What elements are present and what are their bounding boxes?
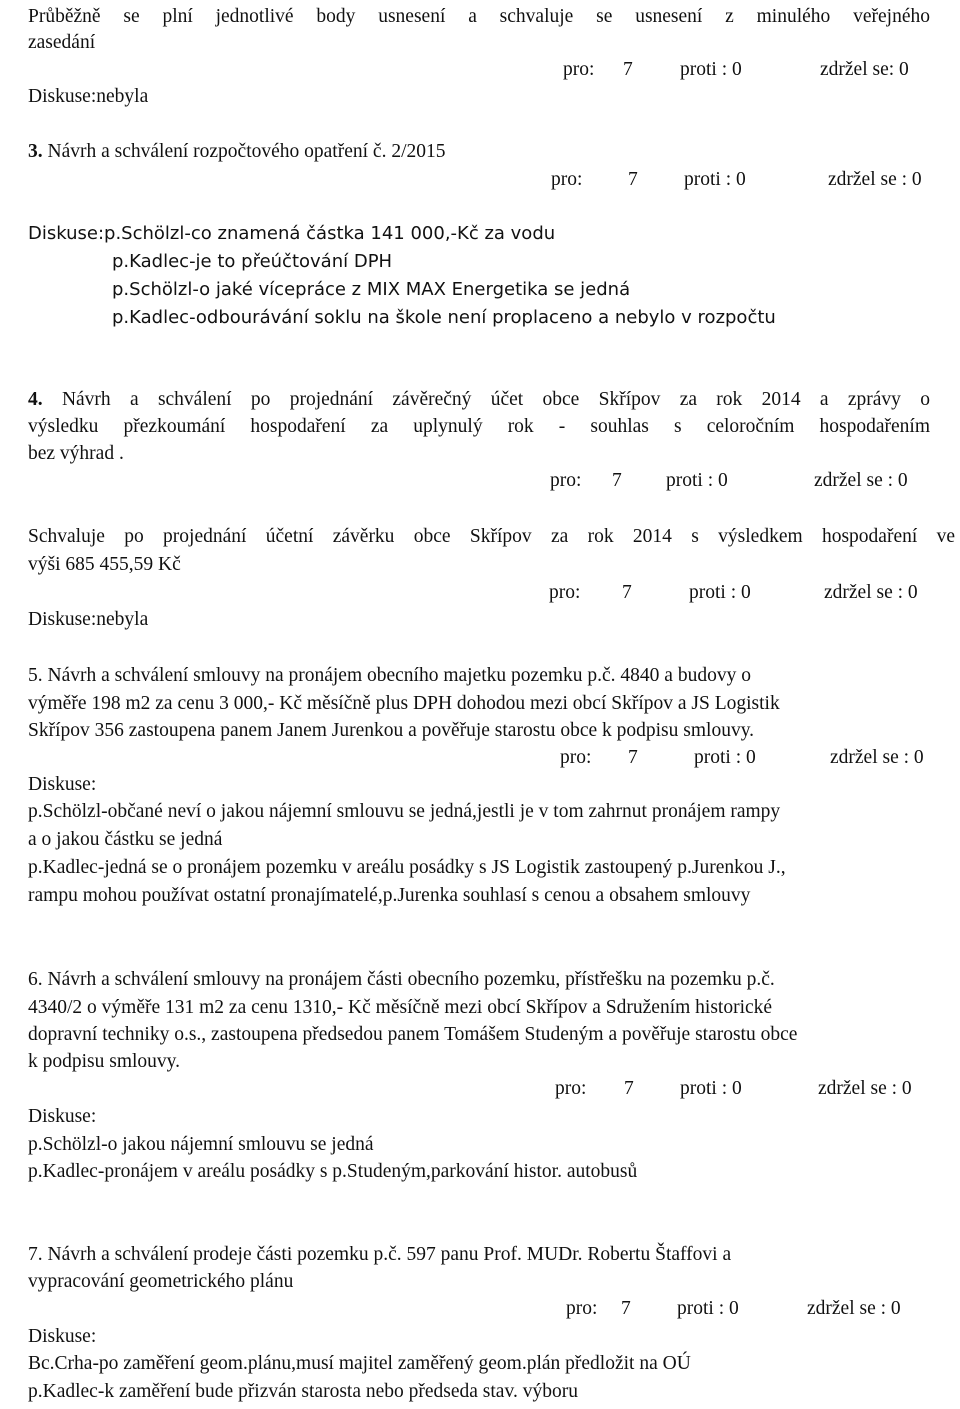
- item4-resolution-1: Schvaluje po projednání účetní závěrku obce Skřípov za rok 2014 s výsledkem hospodaření ve: [28, 526, 955, 547]
- vote-proti: proti : 0: [666, 470, 728, 491]
- item6-diskuse: Diskuse:: [28, 1106, 97, 1127]
- vote-proti: proti : 0: [677, 1298, 739, 1319]
- vote-pro-label: pro:: [563, 59, 595, 80]
- item4-line-1: [28, 388, 930, 412]
- item3-number: 3.: [28, 141, 43, 162]
- item5-discussion-line: rampu mohou používat ostatní pronajímatelé,p.Jurenka souhlasí s cenou a obsahem smlouvy: [28, 885, 751, 906]
- item5-line-1: 5. Návrh a schválení smlouvy na pronájem obecního majetku pozemku p.č. 4840 a budovy o: [28, 665, 751, 686]
- item4-diskuse: Diskuse:nebyla: [28, 609, 149, 630]
- item5-discussion-line: a o jakou částku se jedná: [28, 829, 223, 850]
- item7-line-1: 7. Návrh a schválení prodeje části pozemku p.č. 597 panu Prof. MUDr. Robertu Štaffovi a: [28, 1244, 732, 1265]
- item3-title: Návrh a schválení rozpočtového opatření č. 2/2015: [47, 141, 446, 162]
- intro-line-1: Průběžně se plní jednotlivé body usnesení a schvaluje se usnesení z minulého veřejného: [28, 6, 930, 27]
- item6-line-3: dopravní techniky o.s., zastoupena předsedou panem Tomášem Studeným a pověřuje starostu obce: [28, 1024, 798, 1045]
- item3-discussion-line: p.Kadlec-odbourávání soklu na škole není proplaceno a nebylo v rozpočtu: [112, 307, 776, 328]
- item7-diskuse: Diskuse:: [28, 1326, 97, 1347]
- item3-discussion-line: p.Kadlec-je to přeúčtování DPH: [112, 251, 393, 272]
- item5-discussion-line: p.Kadlec-jedná se o pronájem pozemku v areálu posádky s JS Logistik zastoupený p.Jurenkou J.,: [28, 857, 786, 878]
- item6-line-1: 6. Návrh a schválení smlouvy na pronájem části obecního pozemku, přístřešku na pozemku p.č.: [28, 969, 775, 990]
- item6-line-4: k podpisu smlouvy.: [28, 1051, 181, 1072]
- item5-diskuse: Diskuse:: [28, 774, 97, 795]
- item7-discussion-line: Bc.Crha-po zaměření geom.plánu,musí majitel zaměřený geom.plán předložit na OÚ: [28, 1353, 691, 1374]
- item6-discussion-line: p.Kadlec-pronájem v areálu posádky s p.Studeným,parkování histor. autobusů: [28, 1161, 638, 1182]
- item3-heading: [28, 140, 446, 164]
- item5-line-3: Skřípov 356 zastoupena panem Janem Jurenkou a pověřuje starostu obce k podpisu smlouvy.: [28, 720, 755, 741]
- vote-proti: proti : 0: [689, 582, 751, 603]
- item3-discussion-line: p.Schölzl-o jaké vícepráce z MIX MAX Energetika se jedná: [112, 279, 631, 300]
- item5-line-2: výměře 198 m2 za cenu 3 000,- Kč měsíčně plus DPH dohodou mezi obcí Skřípov a JS Logistik: [28, 693, 780, 714]
- vote-zdrzel: zdržel se : 0: [807, 1298, 901, 1319]
- vote-pro-label: pro:: [551, 169, 583, 190]
- vote-zdrzel: zdržel se : 0: [830, 747, 924, 768]
- item4-title-1: Návrh a schválení po projednání závěrečný účet obce Skřípov za rok 2014 a zprávy o: [61, 389, 930, 410]
- vote-proti: proti : 0: [694, 747, 756, 768]
- vote-proti: proti : 0: [684, 169, 746, 190]
- item4-line-3: bez výhrad .: [28, 443, 124, 464]
- vote-pro-label: pro:: [549, 582, 581, 603]
- item4-number: 4.: [28, 389, 43, 410]
- intro-line-2: zasedání: [28, 32, 96, 53]
- vote-zdrzel: zdržel se : 0: [828, 169, 922, 190]
- intro-diskuse: Diskuse:nebyla: [28, 86, 149, 107]
- vote-pro-label: pro:: [555, 1078, 587, 1099]
- item6-line-2: 4340/2 o výměře 131 m2 za cenu 1310,- Kč měsíčně mezi obcí Skřípov a Sdružením historické: [28, 997, 773, 1018]
- item5-discussion-line: p.Schölzl-občané neví o jakou nájemní smlouvu se jedná,jestli je v tom zahrnut pronájem rampy: [28, 801, 781, 822]
- vote-zdrzel: zdržel se: 0: [820, 59, 909, 80]
- vote-pro-value: 7: [624, 1078, 634, 1099]
- vote-proti: proti : 0: [680, 59, 742, 80]
- vote-pro-value: 7: [621, 1298, 631, 1319]
- vote-pro-value: 7: [628, 747, 638, 768]
- vote-zdrzel: zdržel se : 0: [824, 582, 918, 603]
- item7-line-2: vypracování geometrického plánu: [28, 1271, 294, 1292]
- item6-discussion-line: p.Schölzl-o jakou nájemní smlouvu se jedná: [28, 1134, 374, 1155]
- vote-pro-value: 7: [612, 470, 622, 491]
- vote-proti: proti : 0: [680, 1078, 742, 1099]
- vote-pro-value: 7: [623, 59, 633, 80]
- vote-pro-label: pro:: [566, 1298, 598, 1319]
- vote-pro-label: pro:: [550, 470, 582, 491]
- vote-pro-value: 7: [622, 582, 632, 603]
- vote-pro-label: pro:: [560, 747, 592, 768]
- item4-line-2: výsledku přezkoumání hospodaření za uplynulý rok - souhlas s celoročním hospodařením: [28, 416, 930, 437]
- vote-pro-value: 7: [628, 169, 638, 190]
- item3-discussion-line: Diskuse:p.Schölzl-co znamená částka 141 000,-Kč za vodu: [28, 223, 556, 244]
- vote-zdrzel: zdržel se : 0: [814, 470, 908, 491]
- vote-zdrzel: zdržel se : 0: [818, 1078, 912, 1099]
- item4-resolution-2: výši 685 455,59 Kč: [28, 554, 181, 575]
- item7-discussion-line: p.Kadlec-k zaměření bude přizván starosta nebo předseda stav. výboru: [28, 1381, 578, 1402]
